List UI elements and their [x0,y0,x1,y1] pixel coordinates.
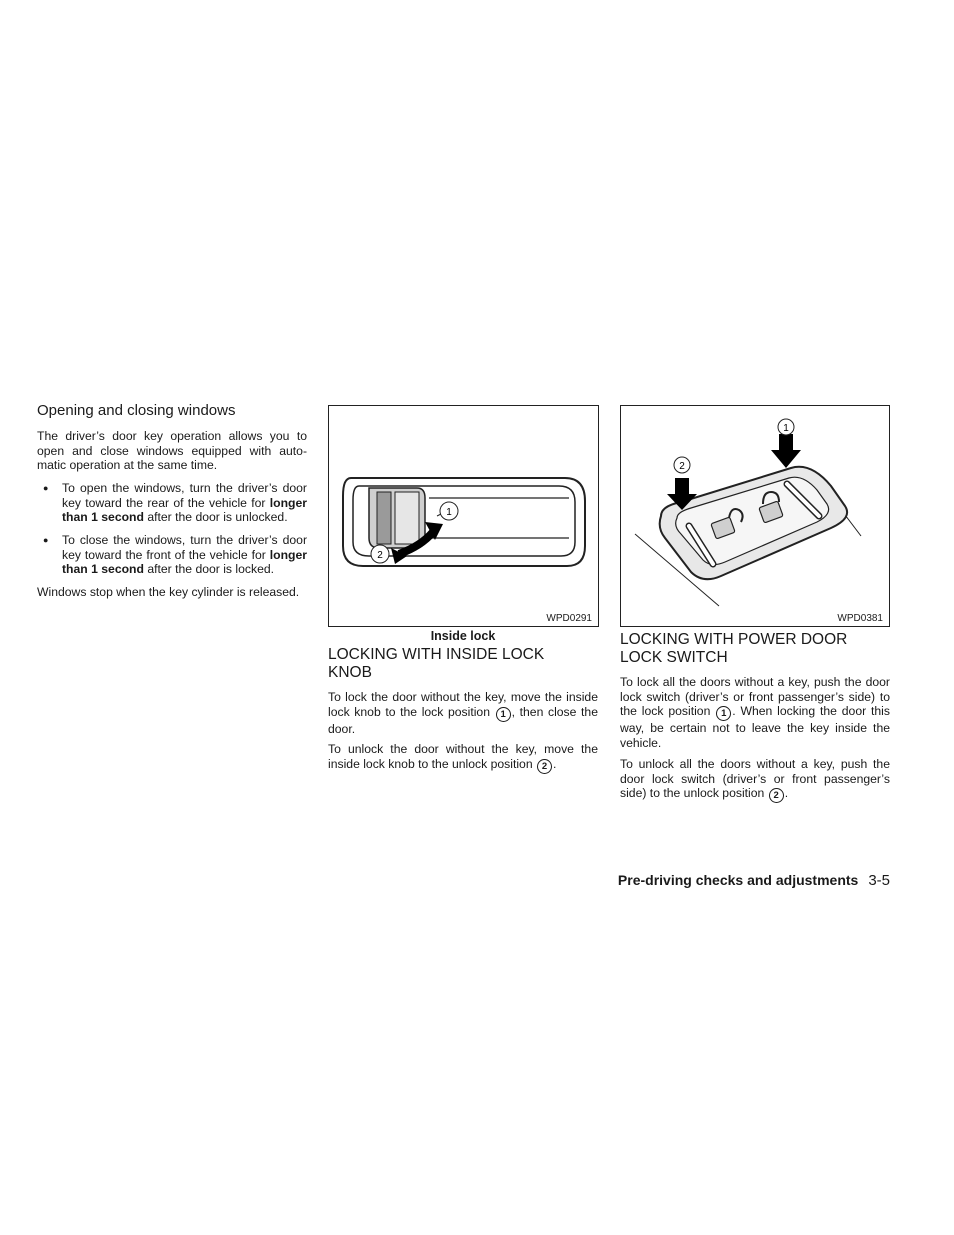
figure-code: WPD0381 [837,613,883,624]
callout-1: 1 [783,423,789,434]
footer-section-name: Pre-driving checks and adjustments [617,872,859,888]
section-title-inside-lock: LOCKING WITH INSIDE LOCK KNOB [328,646,545,681]
circled-1-icon: 1 [716,706,731,721]
callout-1: 1 [446,507,452,518]
power-lock-paragraph-2: To unlock all the doors without a key, push the door lock switch (driver’s or front passenger’s side) to the unlock position 2 . [620,757,890,802]
callout-2: 2 [377,550,383,561]
inside-lock-paragraph-1: To lock the door without the key, move the inside lock knob to the lock position 1 , then close the door. [328,690,598,736]
outro-paragraph: Windows stop when the key cylinder is released. [37,585,300,599]
bullet-text: To close the windows, turn the driver’s door key toward the front of the vehicle for longer than 1 second after the door is locked. [62,533,307,577]
bullet-dot-icon: ● [43,535,49,545]
figure-code: WPD0291 [546,613,592,624]
inside-lock-illustration [329,406,598,626]
subhead-opening-closing-windows: Opening and closing windows [37,402,236,419]
callout-2: 2 [679,461,685,472]
power-lock-paragraph-1: To lock all the doors without a key, push the door lock switch (driver’s or front passenger’s side) to the lock position 1 . When locking the door this way, be certain not to leave the key inside the vehicle. [620,675,890,751]
power-lock-switch-illustration [621,406,889,626]
circled-2-icon: 2 [769,788,784,803]
page-footer [618,872,890,889]
inside-lock-paragraph-2: To unlock the door without the key, move the inside lock knob to the unlock position 2 . [328,742,598,772]
inside-lock-figure [328,405,599,627]
bullet-text: To open the windows, turn the driver’s door key toward the rear of the vehicle for longer than 1 second after the door is unlocked. [62,481,307,525]
circled-2-icon: 2 [537,759,552,774]
circled-1-icon: 1 [496,707,511,722]
bullet-dot-icon: ● [43,483,49,493]
intro-paragraph: The driver’s door key operation allows you to open and close windows equipped with auto-matic operation at the same time. [37,429,307,473]
power-door-lock-figure [620,405,890,627]
page-number: 3-5 [868,872,890,889]
section-title-power-door-lock: LOCKING WITH POWER DOOR LOCK SWITCH [620,631,848,666]
figure-caption: Inside lock [430,629,496,643]
